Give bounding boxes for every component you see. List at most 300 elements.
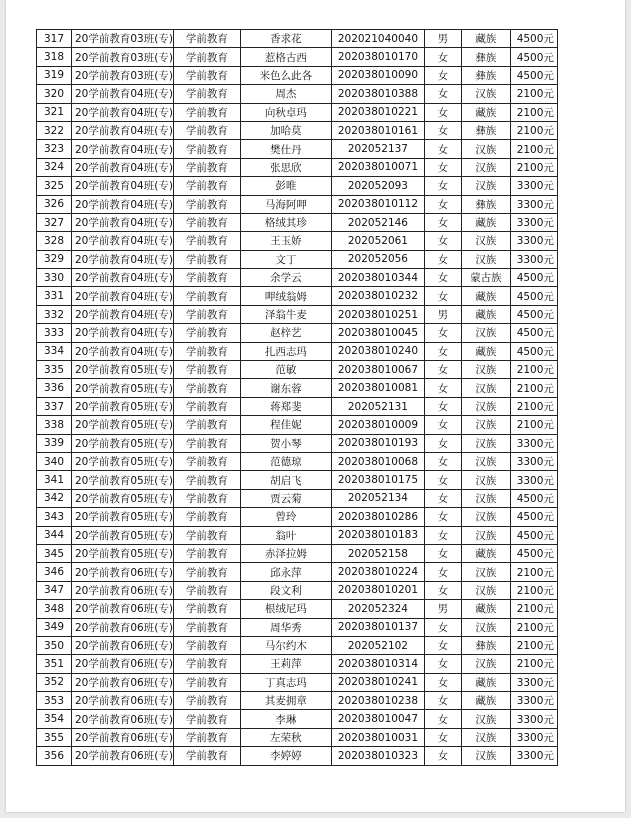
row-number-cell: 333 [37, 324, 72, 342]
fee-cell: 3300元 [510, 177, 557, 195]
fee-cell: 4500元 [510, 489, 557, 507]
table-row [37, 213, 558, 231]
gender-cell: 女 [424, 324, 461, 342]
ethnicity-cell: 汉族 [461, 361, 510, 379]
gender-cell: 女 [424, 379, 461, 397]
ethnicity-cell: 汉族 [461, 416, 510, 434]
table-row [37, 747, 558, 765]
ethnicity-cell: 彝族 [461, 195, 510, 213]
table-row [37, 434, 558, 452]
student-id-cell: 202052093 [331, 177, 424, 195]
student-id-cell: 202052056 [331, 250, 424, 268]
gender-cell: 女 [424, 526, 461, 544]
class-name-cell: 20学前教育06班(专) [72, 692, 174, 710]
student-name-cell: 蒋郑斐 [240, 397, 331, 415]
document-page [6, 0, 625, 812]
student-name-cell: 李琳 [240, 710, 331, 728]
table-row [37, 305, 558, 323]
ethnicity-cell: 汉族 [461, 526, 510, 544]
student-name-cell: 赤泽拉姆 [240, 544, 331, 562]
class-name-cell: 20学前教育03班(专) [72, 48, 174, 66]
student-id-cell: 202038010067 [331, 361, 424, 379]
fee-cell: 2100元 [510, 581, 557, 599]
student-id-cell: 202038010314 [331, 655, 424, 673]
row-number-cell: 331 [37, 287, 72, 305]
ethnicity-cell: 汉族 [461, 710, 510, 728]
student-id-cell: 202038010201 [331, 581, 424, 599]
fee-cell: 3300元 [510, 710, 557, 728]
table-row [37, 673, 558, 691]
table-row [37, 544, 558, 562]
row-number-cell: 337 [37, 397, 72, 415]
class-name-cell: 20学前教育04班(专) [72, 324, 174, 342]
student-name-cell: 格绒其珍 [240, 213, 331, 231]
class-name-cell: 20学前教育06班(专) [72, 673, 174, 691]
major-cell: 学前教育 [173, 581, 240, 599]
gender-cell: 女 [424, 673, 461, 691]
student-id-cell: 202038010286 [331, 508, 424, 526]
major-cell: 学前教育 [173, 655, 240, 673]
table-row [37, 158, 558, 176]
gender-cell: 女 [424, 250, 461, 268]
gender-cell: 女 [424, 728, 461, 746]
row-number-cell: 355 [37, 728, 72, 746]
ethnicity-cell: 藏族 [461, 544, 510, 562]
fee-cell: 4500元 [510, 66, 557, 84]
class-name-cell: 20学前教育04班(专) [72, 103, 174, 121]
gender-cell: 女 [424, 434, 461, 452]
gender-cell: 女 [424, 618, 461, 636]
row-number-cell: 351 [37, 655, 72, 673]
student-id-cell: 202038010240 [331, 342, 424, 360]
row-number-cell: 320 [37, 85, 72, 103]
row-number-cell: 321 [37, 103, 72, 121]
fee-cell: 3300元 [510, 471, 557, 489]
fee-cell: 3300元 [510, 250, 557, 268]
row-number-cell: 326 [37, 195, 72, 213]
class-name-cell: 20学前教育05班(专) [72, 544, 174, 562]
row-number-cell: 342 [37, 489, 72, 507]
ethnicity-cell: 汉族 [461, 471, 510, 489]
ethnicity-cell: 汉族 [461, 747, 510, 765]
fee-cell: 4500元 [510, 48, 557, 66]
student-name-cell: 范德琼 [240, 452, 331, 470]
gender-cell: 女 [424, 140, 461, 158]
table-row [37, 692, 558, 710]
student-id-cell: 202038010251 [331, 305, 424, 323]
table-row [37, 48, 558, 66]
gender-cell: 女 [424, 710, 461, 728]
table-row [37, 103, 558, 121]
ethnicity-cell: 藏族 [461, 30, 510, 48]
gender-cell: 女 [424, 581, 461, 599]
gender-cell: 女 [424, 66, 461, 84]
row-number-cell: 346 [37, 563, 72, 581]
gender-cell: 女 [424, 232, 461, 250]
row-number-cell: 350 [37, 636, 72, 654]
gender-cell: 女 [424, 361, 461, 379]
major-cell: 学前教育 [173, 618, 240, 636]
table-row [37, 600, 558, 618]
student-id-cell: 202052061 [331, 232, 424, 250]
gender-cell: 女 [424, 213, 461, 231]
row-number-cell: 340 [37, 452, 72, 470]
ethnicity-cell: 藏族 [461, 692, 510, 710]
major-cell: 学前教育 [173, 85, 240, 103]
gender-cell: 女 [424, 269, 461, 287]
fee-cell: 3300元 [510, 232, 557, 250]
class-name-cell: 20学前教育04班(专) [72, 121, 174, 139]
ethnicity-cell: 汉族 [461, 452, 510, 470]
row-number-cell: 323 [37, 140, 72, 158]
table-row [37, 324, 558, 342]
row-number-cell: 339 [37, 434, 72, 452]
table-row [37, 416, 558, 434]
table-row [37, 250, 558, 268]
gender-cell: 女 [424, 452, 461, 470]
student-name-cell: 文丁 [240, 250, 331, 268]
student-id-cell: 202038010112 [331, 195, 424, 213]
class-name-cell: 20学前教育04班(专) [72, 195, 174, 213]
gender-cell: 女 [424, 489, 461, 507]
row-number-cell: 324 [37, 158, 72, 176]
ethnicity-cell: 汉族 [461, 324, 510, 342]
row-number-cell: 330 [37, 269, 72, 287]
gender-cell: 男 [424, 600, 461, 618]
gender-cell: 女 [424, 48, 461, 66]
student-id-cell: 202038010175 [331, 471, 424, 489]
student-name-cell: 程佳妮 [240, 416, 331, 434]
class-name-cell: 20学前教育05班(专) [72, 379, 174, 397]
student-name-cell: 向秋卓玛 [240, 103, 331, 121]
fee-cell: 4500元 [510, 508, 557, 526]
major-cell: 学前教育 [173, 452, 240, 470]
fee-cell: 4500元 [510, 526, 557, 544]
ethnicity-cell: 汉族 [461, 508, 510, 526]
major-cell: 学前教育 [173, 213, 240, 231]
major-cell: 学前教育 [173, 103, 240, 121]
ethnicity-cell: 彝族 [461, 636, 510, 654]
student-id-cell: 202038010241 [331, 673, 424, 691]
fee-cell: 2100元 [510, 636, 557, 654]
table-row [37, 66, 558, 84]
row-number-cell: 344 [37, 526, 72, 544]
ethnicity-cell: 藏族 [461, 673, 510, 691]
gender-cell: 女 [424, 287, 461, 305]
student-id-cell: 202038010183 [331, 526, 424, 544]
gender-cell: 女 [424, 508, 461, 526]
fee-cell: 3300元 [510, 452, 557, 470]
student-name-cell: 周杰 [240, 85, 331, 103]
gender-cell: 女 [424, 655, 461, 673]
class-name-cell: 20学前教育05班(专) [72, 471, 174, 489]
major-cell: 学前教育 [173, 563, 240, 581]
row-number-cell: 319 [37, 66, 72, 84]
student-id-cell: 202052102 [331, 636, 424, 654]
major-cell: 学前教育 [173, 636, 240, 654]
ethnicity-cell: 汉族 [461, 232, 510, 250]
student-name-cell: 段文利 [240, 581, 331, 599]
student-name-cell: 樊仕丹 [240, 140, 331, 158]
major-cell: 学前教育 [173, 30, 240, 48]
fee-cell: 2100元 [510, 158, 557, 176]
row-number-cell: 332 [37, 305, 72, 323]
student-name-cell: 彭唯 [240, 177, 331, 195]
table-row [37, 508, 558, 526]
fee-cell: 3300元 [510, 213, 557, 231]
row-number-cell: 349 [37, 618, 72, 636]
table-row [37, 526, 558, 544]
gender-cell: 女 [424, 103, 461, 121]
student-id-cell: 202038010224 [331, 563, 424, 581]
student-name-cell: 张思欣 [240, 158, 331, 176]
table-row [37, 728, 558, 746]
table-row [37, 232, 558, 250]
class-name-cell: 20学前教育04班(专) [72, 250, 174, 268]
table-row [37, 177, 558, 195]
student-name-cell: 马尔约木 [240, 636, 331, 654]
student-roster-table [36, 29, 558, 766]
major-cell: 学前教育 [173, 177, 240, 195]
fee-cell: 4500元 [510, 269, 557, 287]
class-name-cell: 20学前教育05班(专) [72, 416, 174, 434]
major-cell: 学前教育 [173, 471, 240, 489]
gender-cell: 女 [424, 692, 461, 710]
class-name-cell: 20学前教育04班(专) [72, 158, 174, 176]
row-number-cell: 352 [37, 673, 72, 691]
major-cell: 学前教育 [173, 489, 240, 507]
ethnicity-cell: 藏族 [461, 305, 510, 323]
fee-cell: 2100元 [510, 103, 557, 121]
class-name-cell: 20学前教育04班(专) [72, 269, 174, 287]
student-id-cell: 202038010232 [331, 287, 424, 305]
student-name-cell: 赵梓艺 [240, 324, 331, 342]
student-id-cell: 202052134 [331, 489, 424, 507]
student-id-cell: 202052146 [331, 213, 424, 231]
fee-cell: 2100元 [510, 563, 557, 581]
student-name-cell: 胡启飞 [240, 471, 331, 489]
major-cell: 学前教育 [173, 287, 240, 305]
fee-cell: 2100元 [510, 121, 557, 139]
fee-cell: 2100元 [510, 655, 557, 673]
ethnicity-cell: 汉族 [461, 618, 510, 636]
fee-cell: 4500元 [510, 30, 557, 48]
class-name-cell: 20学前教育04班(专) [72, 305, 174, 323]
student-id-cell: 202038010047 [331, 710, 424, 728]
ethnicity-cell: 汉族 [461, 397, 510, 415]
major-cell: 学前教育 [173, 544, 240, 562]
class-name-cell: 20学前教育04班(专) [72, 213, 174, 231]
fee-cell: 4500元 [510, 342, 557, 360]
table-row [37, 269, 558, 287]
table-row [37, 489, 558, 507]
fee-cell: 3300元 [510, 195, 557, 213]
class-name-cell: 20学前教育05班(专) [72, 508, 174, 526]
ethnicity-cell: 彝族 [461, 48, 510, 66]
table-row [37, 85, 558, 103]
student-id-cell: 202038010323 [331, 747, 424, 765]
row-number-cell: 341 [37, 471, 72, 489]
student-name-cell: 惹格古西 [240, 48, 331, 66]
ethnicity-cell: 藏族 [461, 287, 510, 305]
row-number-cell: 343 [37, 508, 72, 526]
gender-cell: 女 [424, 342, 461, 360]
student-id-cell: 202038010090 [331, 66, 424, 84]
major-cell: 学前教育 [173, 600, 240, 618]
student-name-cell: 周华秀 [240, 618, 331, 636]
student-id-cell: 202038010161 [331, 121, 424, 139]
student-id-cell: 202038010009 [331, 416, 424, 434]
major-cell: 学前教育 [173, 526, 240, 544]
class-name-cell: 20学前教育06班(专) [72, 618, 174, 636]
gender-cell: 女 [424, 747, 461, 765]
row-number-cell: 338 [37, 416, 72, 434]
major-cell: 学前教育 [173, 342, 240, 360]
major-cell: 学前教育 [173, 250, 240, 268]
gender-cell: 男 [424, 30, 461, 48]
student-id-cell: 202052131 [331, 397, 424, 415]
student-name-cell: 根绒尼玛 [240, 600, 331, 618]
gender-cell: 女 [424, 563, 461, 581]
major-cell: 学前教育 [173, 140, 240, 158]
fee-cell: 4500元 [510, 305, 557, 323]
fee-cell: 2100元 [510, 361, 557, 379]
row-number-cell: 328 [37, 232, 72, 250]
class-name-cell: 20学前教育04班(专) [72, 85, 174, 103]
student-id-cell: 202038010081 [331, 379, 424, 397]
major-cell: 学前教育 [173, 158, 240, 176]
fee-cell: 3300元 [510, 728, 557, 746]
class-name-cell: 20学前教育06班(专) [72, 728, 174, 746]
student-name-cell: 余学云 [240, 269, 331, 287]
ethnicity-cell: 汉族 [461, 379, 510, 397]
table-row [37, 618, 558, 636]
fee-cell: 4500元 [510, 544, 557, 562]
student-name-cell: 左荣秋 [240, 728, 331, 746]
table-row [37, 30, 558, 48]
student-name-cell: 米色么此各 [240, 66, 331, 84]
gender-cell: 女 [424, 177, 461, 195]
ethnicity-cell: 汉族 [461, 581, 510, 599]
major-cell: 学前教育 [173, 305, 240, 323]
class-name-cell: 20学前教育05班(专) [72, 397, 174, 415]
class-name-cell: 20学前教育04班(专) [72, 287, 174, 305]
row-number-cell: 317 [37, 30, 72, 48]
row-number-cell: 347 [37, 581, 72, 599]
row-number-cell: 335 [37, 361, 72, 379]
student-id-cell: 202038010071 [331, 158, 424, 176]
class-name-cell: 20学前教育05班(专) [72, 489, 174, 507]
major-cell: 学前教育 [173, 232, 240, 250]
major-cell: 学前教育 [173, 66, 240, 84]
ethnicity-cell: 藏族 [461, 213, 510, 231]
student-name-cell: 邱永萍 [240, 563, 331, 581]
major-cell: 学前教育 [173, 269, 240, 287]
row-number-cell: 336 [37, 379, 72, 397]
row-number-cell: 348 [37, 600, 72, 618]
class-name-cell: 20学前教育06班(专) [72, 600, 174, 618]
table-row [37, 563, 558, 581]
class-name-cell: 20学前教育06班(专) [72, 710, 174, 728]
table-row [37, 361, 558, 379]
student-name-cell: 加哈莫 [240, 121, 331, 139]
ethnicity-cell: 汉族 [461, 563, 510, 581]
gender-cell: 女 [424, 121, 461, 139]
student-name-cell: 泽翁牛麦 [240, 305, 331, 323]
gender-cell: 女 [424, 544, 461, 562]
student-name-cell: 贺小琴 [240, 434, 331, 452]
ethnicity-cell: 汉族 [461, 434, 510, 452]
fee-cell: 4500元 [510, 324, 557, 342]
student-id-cell: 202038010170 [331, 48, 424, 66]
gender-cell: 女 [424, 158, 461, 176]
row-number-cell: 356 [37, 747, 72, 765]
class-name-cell: 20学前教育06班(专) [72, 747, 174, 765]
student-name-cell: 扎西志玛 [240, 342, 331, 360]
table-row [37, 342, 558, 360]
ethnicity-cell: 汉族 [461, 489, 510, 507]
student-name-cell: 王玉娇 [240, 232, 331, 250]
ethnicity-cell: 藏族 [461, 103, 510, 121]
table-row [37, 452, 558, 470]
student-id-cell: 202038010238 [331, 692, 424, 710]
ethnicity-cell: 彝族 [461, 66, 510, 84]
student-name-cell: 丁真志玛 [240, 673, 331, 691]
gender-cell: 女 [424, 85, 461, 103]
major-cell: 学前教育 [173, 195, 240, 213]
student-name-cell: 马海阿呷 [240, 195, 331, 213]
fee-cell: 3300元 [510, 434, 557, 452]
student-name-cell: 翁叶 [240, 526, 331, 544]
row-number-cell: 345 [37, 544, 72, 562]
ethnicity-cell: 汉族 [461, 158, 510, 176]
student-name-cell: 香求花 [240, 30, 331, 48]
ethnicity-cell: 汉族 [461, 728, 510, 746]
gender-cell: 女 [424, 397, 461, 415]
student-name-cell: 曾玲 [240, 508, 331, 526]
fee-cell: 2100元 [510, 379, 557, 397]
student-name-cell: 呷绒翁姆 [240, 287, 331, 305]
student-id-cell: 202052158 [331, 544, 424, 562]
gender-cell: 女 [424, 195, 461, 213]
major-cell: 学前教育 [173, 416, 240, 434]
student-name-cell: 范敏 [240, 361, 331, 379]
class-name-cell: 20学前教育05班(专) [72, 452, 174, 470]
fee-cell: 2100元 [510, 140, 557, 158]
table-row [37, 287, 558, 305]
major-cell: 学前教育 [173, 710, 240, 728]
student-name-cell: 王莉萍 [240, 655, 331, 673]
table-row [37, 121, 558, 139]
table-row [37, 471, 558, 489]
class-name-cell: 20学前教育05班(专) [72, 361, 174, 379]
student-id-cell: 202038010045 [331, 324, 424, 342]
table-row [37, 710, 558, 728]
major-cell: 学前教育 [173, 48, 240, 66]
row-number-cell: 354 [37, 710, 72, 728]
row-number-cell: 327 [37, 213, 72, 231]
roster-body [37, 30, 558, 766]
class-name-cell: 20学前教育04班(专) [72, 342, 174, 360]
row-number-cell: 353 [37, 692, 72, 710]
table-row [37, 655, 558, 673]
fee-cell: 2100元 [510, 600, 557, 618]
major-cell: 学前教育 [173, 324, 240, 342]
gender-cell: 女 [424, 416, 461, 434]
class-name-cell: 20学前教育05班(专) [72, 526, 174, 544]
class-name-cell: 20学前教育04班(专) [72, 177, 174, 195]
row-number-cell: 334 [37, 342, 72, 360]
